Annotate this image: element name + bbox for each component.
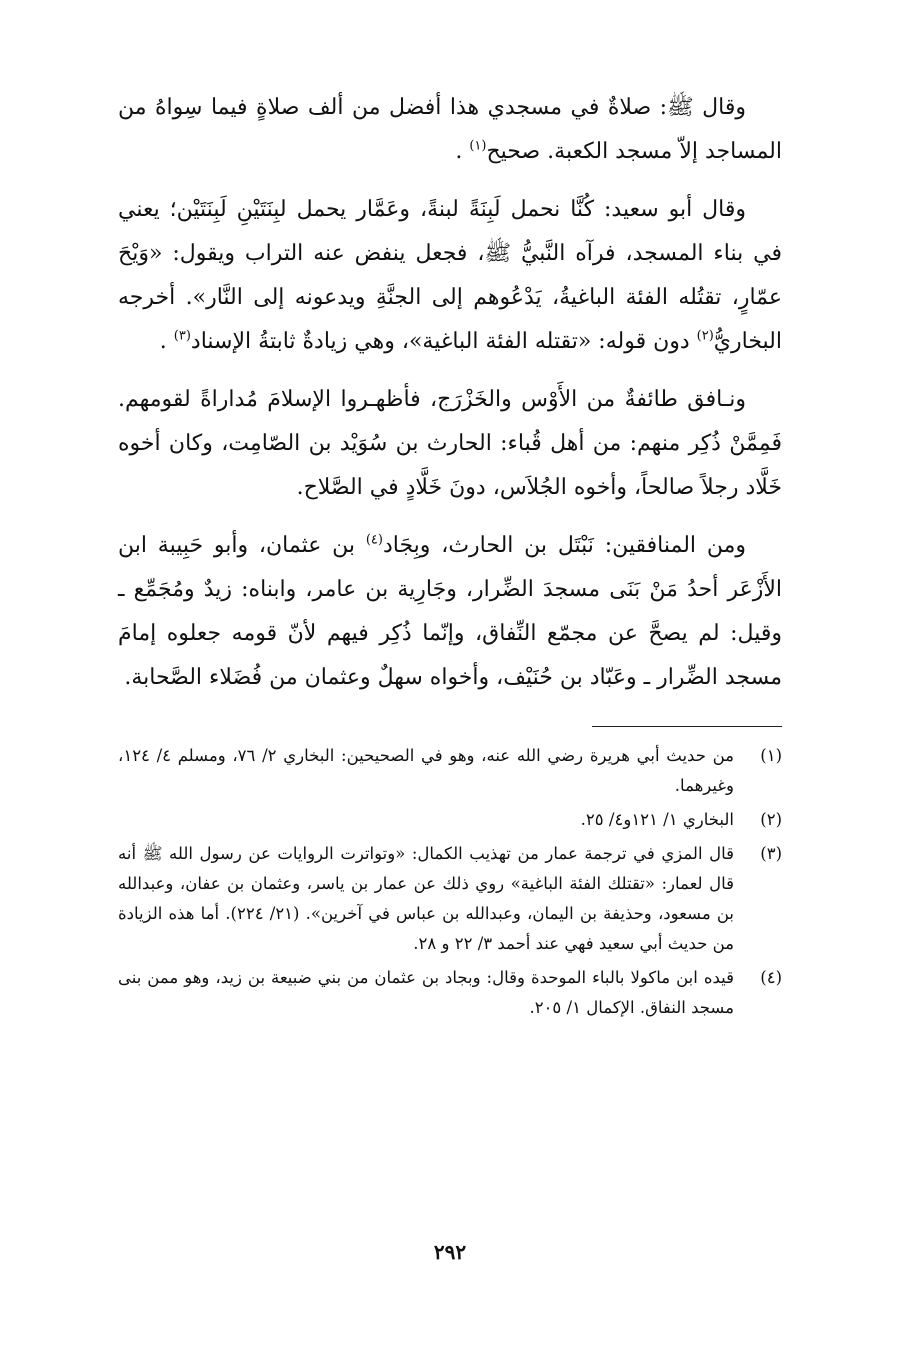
paragraph-text: . <box>455 139 470 164</box>
footnote-separator <box>592 726 782 727</box>
footnote-ref[interactable]: (١) <box>469 138 487 154</box>
paragraph-text: ومن المنافقين: نَبْتَل بن الحارث، وبِجَاد <box>382 533 746 558</box>
paragraph-2 <box>118 188 782 364</box>
paragraph-text: وقال أبو سعيد: كُنَّا نحمل لَبِنَةً لبنةً، وعَمَّار يحمل لبِنَتَيْنِ لَبِنَتَيْن؛ يعني في بناء المسجد، فرآه النَّبيُّ ﷺ، فجعل ينفض عنه التراب ويقول: «وَيْحَ عمّارٍ، تقتُله الفئة الباغيةُ، يَدْعُوهم إلى الجنَّةِ ويدعونه إلى النَّار». أخرجه البخاريُّ <box>118 197 782 354</box>
paragraph-3 <box>118 378 782 510</box>
page-content <box>118 86 782 1027</box>
paragraph-4 <box>118 524 782 700</box>
paragraph-text: ونـافق طائفةٌ من الأَوْس والخَزْرَج، فأظهـروا الإسلامَ مُداراةً لقومهم. فَمِمَّنْ ذُكِر منهم: من أهل قُباء: الحارث بن سُوَيْد بن الصّامِت، وكان أخوه خَلَّاد رجلاً صالحاً، وأخوه الجُلاَس، دونَ خَلَّادٍ في الصَّلاح. <box>118 387 782 500</box>
paragraph-text: بن عثمان، وأبو حَبِيبة ابن الأَزْعَر أحدُ مَنْ بَنَى مسجدَ الضِّرار، وجَارِية بن عامر، وابناه: زيدٌ ومُجَمِّع ـ وقيل: لم يصحَّ عن مجمّع النِّفاق، وإنّما ذُكِر فيهم لأنّ قومه جعلوه إمامَ مسجد الضِّرار ـ وعَبّاد بن حُنَيْف، وأخواه سهلٌ وعثمان من فُضَلاء الصَّحابة. <box>118 533 782 690</box>
footnote-1 <box>118 741 782 801</box>
paragraph-text: دون قوله: «تقتله الفئة الباغية»، وهي زيادةٌ ثابتةُ الإسناد <box>190 329 697 354</box>
paragraph-text: وقال ﷺ: صلاةٌ في مسجدي هذا أفضل من ألف صلاةٍ فيما سِواهُ من المساجد إلاّ مسجد الكعبة. صحيح <box>118 95 782 164</box>
footnotes <box>118 741 782 1023</box>
footnote-number: (٢) <box>760 810 782 829</box>
footnote-number: (٤) <box>760 968 782 987</box>
footnote-ref[interactable]: (٤) <box>365 532 383 548</box>
footnote-text: قيده ابن ماكولا بالباء الموحدة وقال: وبجاد بن عثمان من بني ضبيعة بن زيد، وهو ممن بنى مسجد النفاق. الإكمال ١/ ٢٠٥. <box>118 968 734 1017</box>
main-text <box>118 86 782 700</box>
page-number: ٢٩٢ <box>433 1240 467 1264</box>
footnote-3 <box>118 839 782 959</box>
footnote-ref[interactable]: (٣) <box>173 328 191 344</box>
footnote-text: من حديث أبي هريرة رضي الله عنه، وهو في الصحيحين: البخاري ٢/ ٧٦، ومسلم ٤/ ١٢٤، وغيرهما. <box>118 746 734 795</box>
footnote-2 <box>118 805 782 835</box>
footnote-text: البخاري ١/ ١٢١و٤/ ٢٥. <box>580 810 734 829</box>
footnote-number: (١) <box>760 746 782 765</box>
footnote-text: قال المزي في ترجمة عمار من تهذيب الكمال: «وتواترت الروايات عن رسول الله ﷺ أنه قال لعمار: «تقتلك الفئة الباغية» روي ذلك عن عمار بن ياسر، وعثمان بن عفان، وعبدالله بن مسعود، وحذيفة بن اليمان، وعبدالله بن عباس في آخرين». (٢١/ ٢٢٤). أما هذه الزيادة من حديث أبي سعيد فهي عند أحمد ٣/ ٢٢ و ٢٨. <box>118 844 734 953</box>
paragraph-1 <box>118 86 782 174</box>
footnote-number: (٣) <box>760 844 782 863</box>
paragraph-text: . <box>159 329 174 354</box>
footnote-ref[interactable]: (٢) <box>696 328 714 344</box>
footnote-4 <box>118 963 782 1023</box>
